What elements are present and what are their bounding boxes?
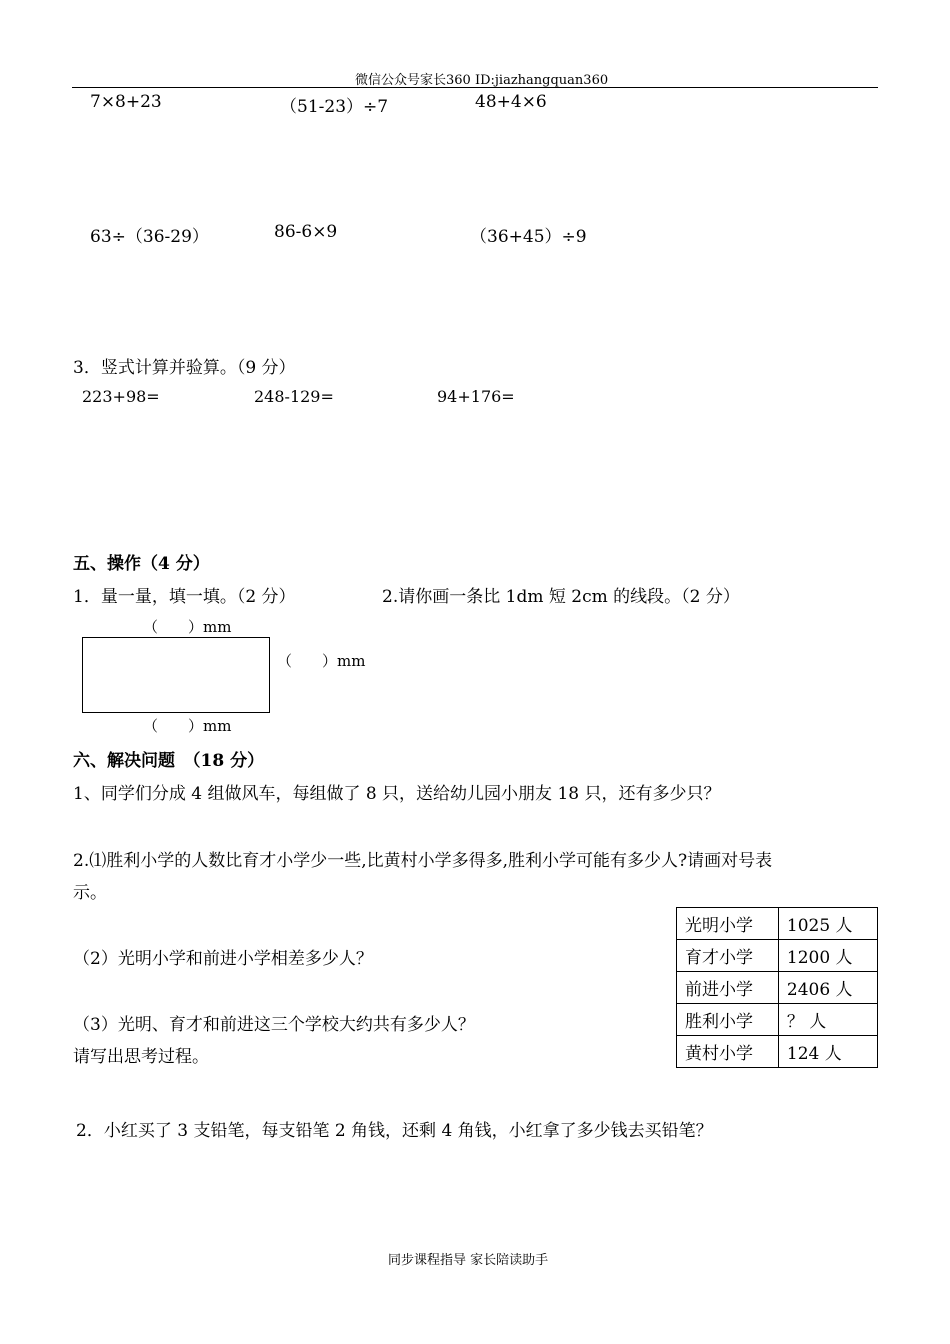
measure-top-blank: （ ）mm xyxy=(143,618,232,636)
school-population-table xyxy=(676,907,878,1068)
table-row xyxy=(677,1004,878,1036)
section6-q3: 2．小红买了 3 支铅笔，每支铅笔 2 角钱，还剩 4 角钱，小红拿了多少钱去买铅笔？ xyxy=(76,1121,713,1141)
section5-q1: 1．量一量，填一填。（2 分） xyxy=(73,587,296,607)
vertical-calc-2: 248-129= xyxy=(254,387,334,406)
section6-q2-3b: 请写出思考过程。 xyxy=(73,1047,209,1067)
expression-3: 48+4×6 xyxy=(475,92,547,112)
table-row xyxy=(677,972,878,1004)
section6-q2-3: （3）光明、育才和前进这三个学校大约共有多少人？ xyxy=(73,1015,475,1035)
table-row xyxy=(677,1036,878,1068)
page-footer: 同步课程指导 家长陪读助手 xyxy=(388,1253,549,1268)
header-rule xyxy=(72,87,878,88)
table-cell-count: 124 人 xyxy=(778,1036,877,1068)
expression-2: （51-23）÷7 xyxy=(280,97,389,117)
vertical-calc-1: 223+98= xyxy=(82,387,160,406)
expression-1: 7×8+23 xyxy=(90,92,162,112)
section5-q2: 2.请你画一条比 1dm 短 2cm 的线段。（2 分） xyxy=(382,587,740,607)
table-cell-school: 胜利小学 xyxy=(677,1004,779,1036)
vertical-calc-title: 3．竖式计算并验算。（9 分） xyxy=(73,358,296,378)
section6-q1: 1、同学们分成 4 组做风车，每组做了 8 只，送给幼儿园小朋友 18 只，还有多少只？ xyxy=(73,784,721,804)
section6-title: 六、解决问题 （18 分） xyxy=(73,751,265,771)
measure-bottom-blank: （ ）mm xyxy=(143,717,232,735)
section6-q2-line1: 2.⑴胜利小学的人数比育才小学少一些,比黄村小学多得多,胜利小学可能有多少人?请画对号表 xyxy=(73,851,773,871)
expression-6: （36+45）÷9 xyxy=(470,227,587,247)
table-row xyxy=(677,940,878,972)
vertical-calc-3: 94+176= xyxy=(437,387,515,406)
measure-right-blank: （ ）mm xyxy=(277,652,366,670)
table-row xyxy=(677,908,878,940)
table-cell-school: 光明小学 xyxy=(677,908,779,940)
table-cell-count: ？ 人 xyxy=(778,1004,877,1036)
table-cell-count: 2406 人 xyxy=(778,972,877,1004)
table-cell-school: 黄村小学 xyxy=(677,1036,779,1068)
expression-5: 86-6×9 xyxy=(274,222,338,242)
expression-4: 63÷（36-29） xyxy=(90,227,209,247)
table-cell-school: 前进小学 xyxy=(677,972,779,1004)
page-header: 微信公众号家长360 ID:jiazhangquan360 xyxy=(355,73,609,88)
section5-title: 五、操作（4 分） xyxy=(73,554,210,574)
table-cell-count: 1200 人 xyxy=(778,940,877,972)
table-cell-school: 育才小学 xyxy=(677,940,779,972)
table-cell-count: 1025 人 xyxy=(778,908,877,940)
section6-q2-line2: 示。 xyxy=(73,883,107,903)
section6-q2-2: （2）光明小学和前进小学相差多少人？ xyxy=(73,949,373,969)
measure-rectangle xyxy=(82,637,270,713)
